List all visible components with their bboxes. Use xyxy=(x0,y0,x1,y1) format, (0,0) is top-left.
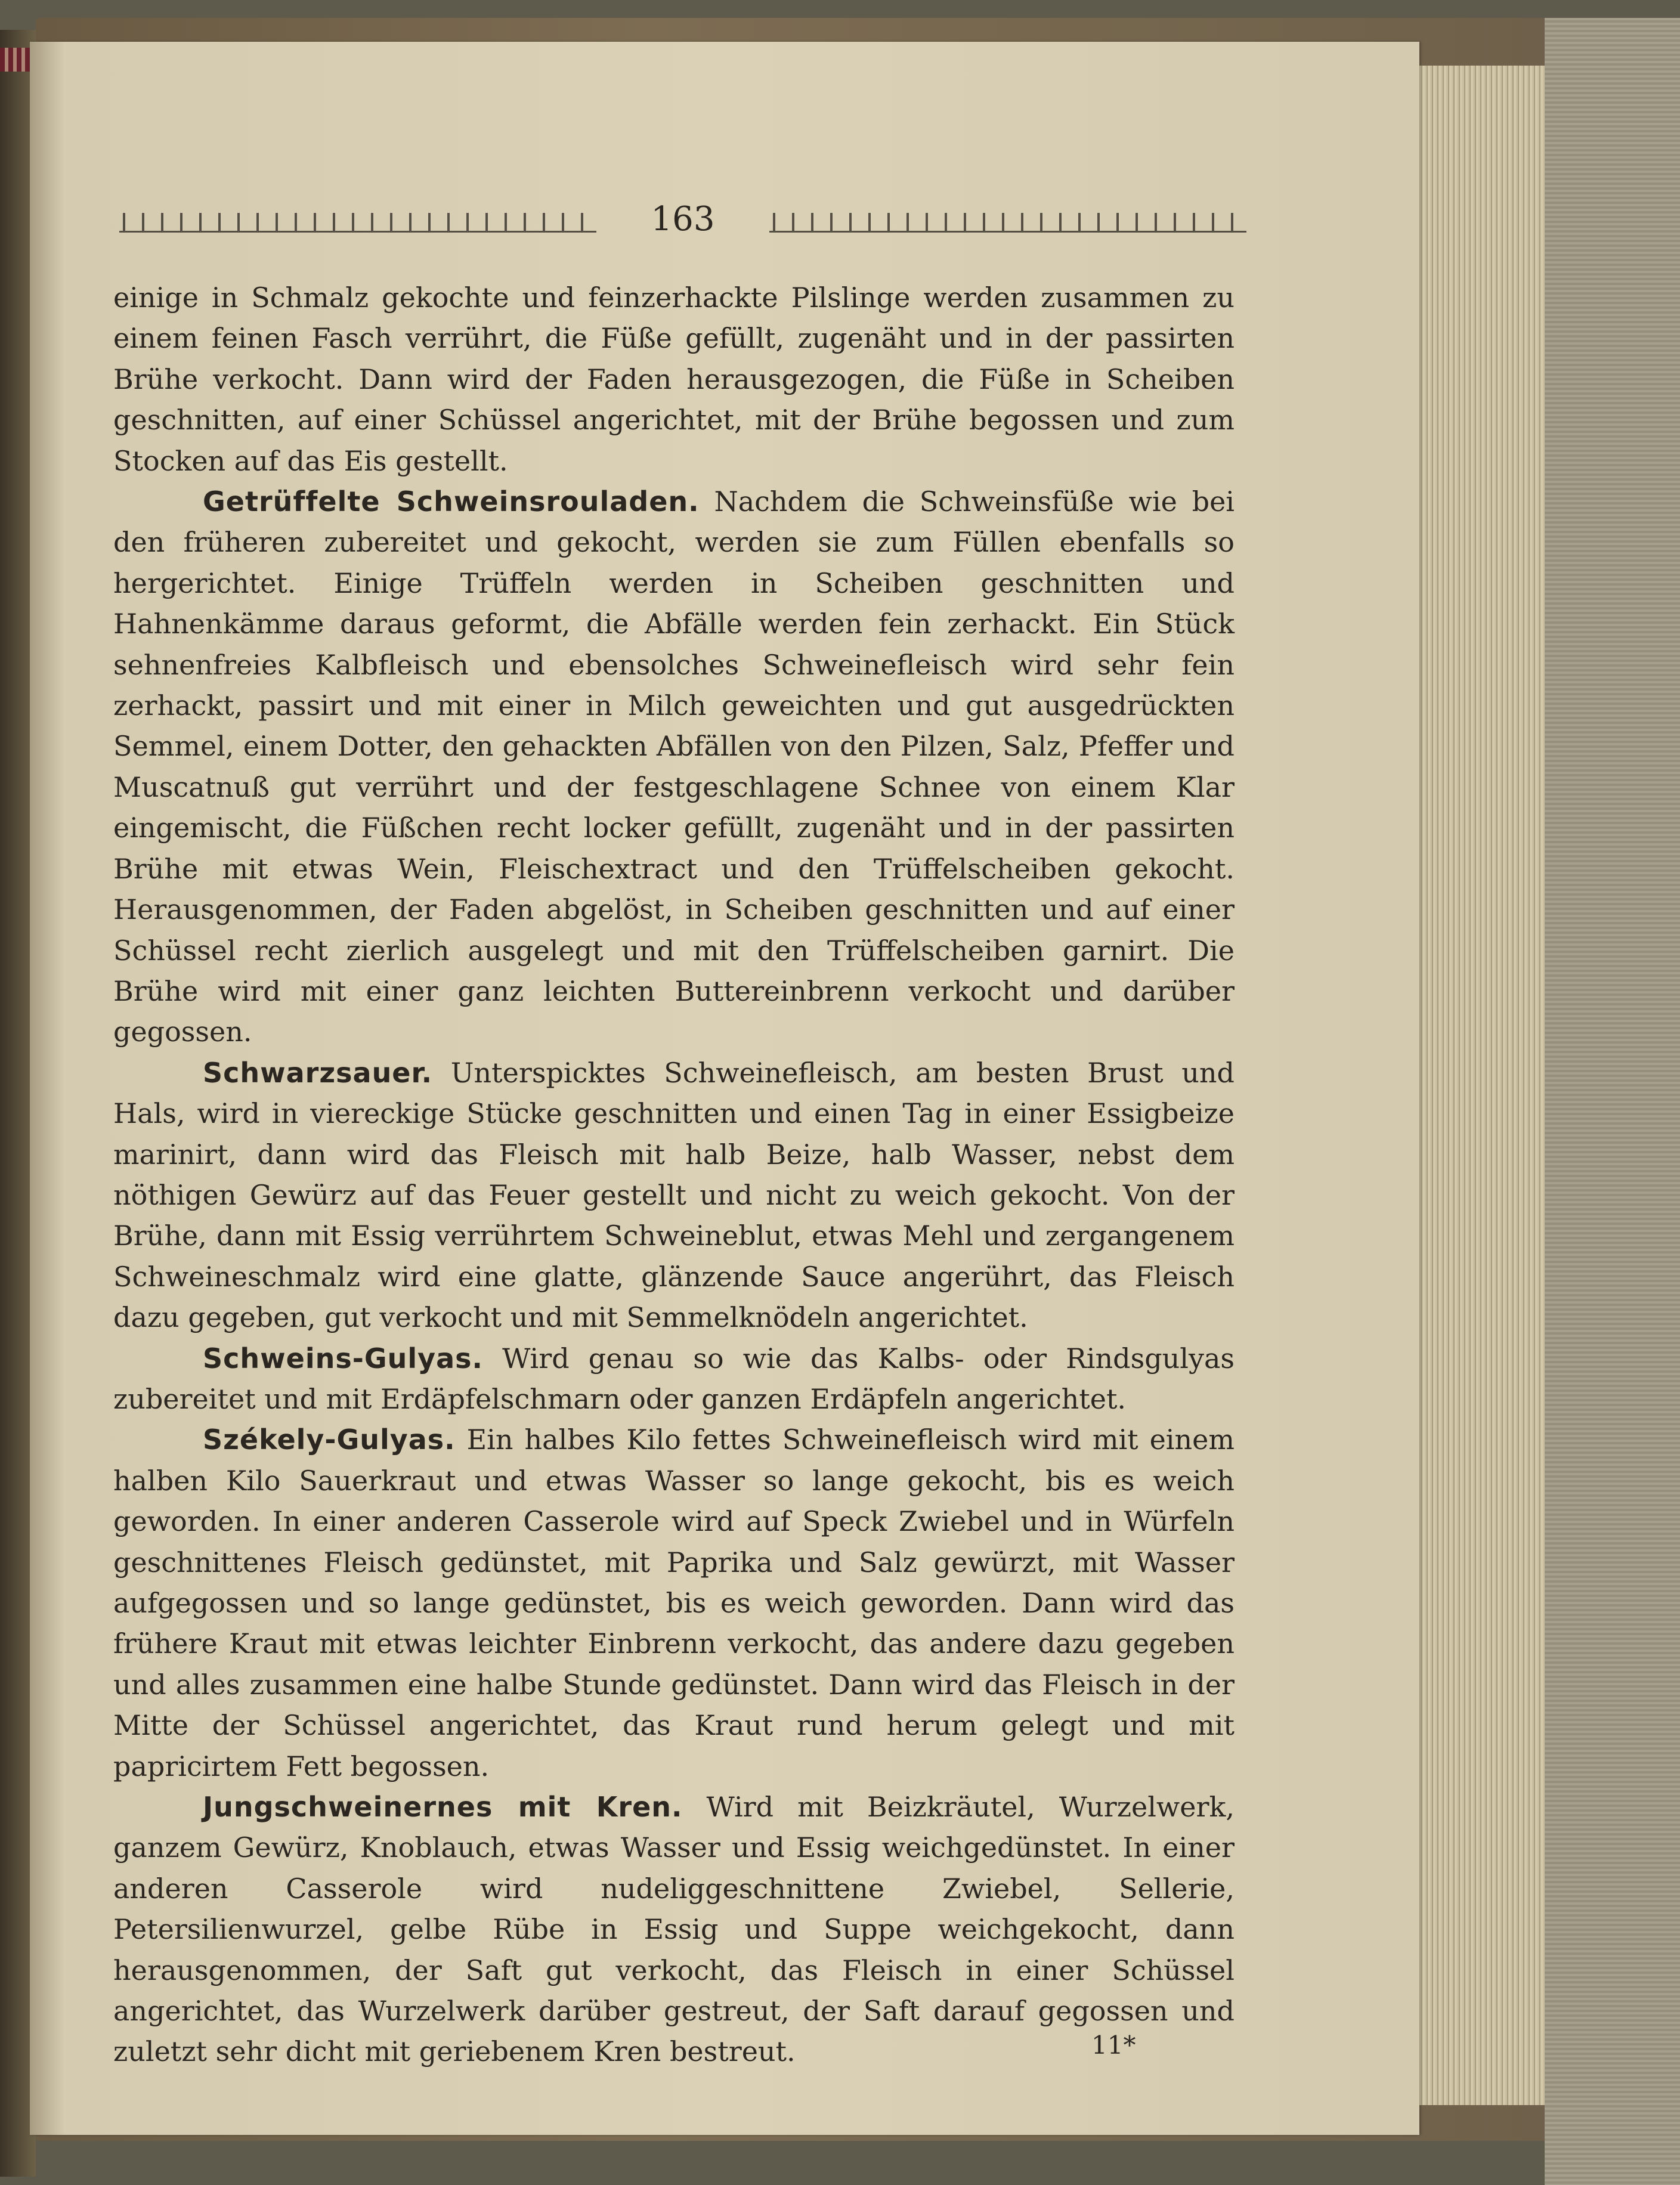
recipe-szekely-gulyas xyxy=(113,1419,1235,1787)
recipe-heading: Getrüffelte Schweinsrouladen. xyxy=(203,485,700,518)
recipe-schwarzsauer xyxy=(113,1053,1235,1338)
signature-mark: 11* xyxy=(1091,2031,1136,2060)
recipe-text: Wird mit Beizkräutel, Wurzelwerk, ganzem Gewürz, Knoblauch, etwas Wasser und Essig weichgedünstet. In einer anderen Casserole wird nudeliggeschnittene Zwiebel, Sellerie, Petersilienwurzel, gelbe Rübe in Essig und Suppe weichgekocht, dann herausgenommen, der Saft gut verkocht, das Fleisch in einer Schüssel angerichtet, das Wurzelwerk darüber gestreut, der Saft darauf gegossen und zuletzt sehr dicht mit geriebenem Kren bestreut. xyxy=(113,1791,1235,2068)
recipe-heading: Székely-Gulyas. xyxy=(203,1423,456,1456)
page-number: 163 xyxy=(651,200,715,239)
body-text xyxy=(113,277,1235,2072)
header-ornament-left xyxy=(119,213,596,233)
page-header xyxy=(119,200,1246,242)
recipe-text: Ein halbes Kilo fettes Schweinefleisch wird mit einem halben Kilo Sauerkraut und etwas Wasser so lange gekocht, bis es weich geworden. In einer anderen Casserole wird auf Speck Zwiebel und in Würfeln geschnittenes Fleisch gedünstet, mit Paprika und Salz gewürzt, mit Wasser aufgegossen und so lange gedünstet, bis es weich geworden. Dann wird das frühere Kraut mit etwas leichter Einbrenn verkocht, das andere dazu gegeben und alles zusammen eine halbe Stunde gedünstet. Dann wird das Fleisch in der Mitte der Schüssel angerichtet, das Kraut rund herum gelegt und mit papricirtem Fett begossen. xyxy=(113,1423,1235,1782)
recipe-text: Nachdem die Schweinsfüße wie bei den früheren zubereitet und gekocht, werden sie zum Füllen ebenfalls so hergerichtet. Einige Trüffeln werden in Scheiben geschnitten und Hahnenkämme daraus geformt, die Abfälle werden fein zerhackt. Ein Stück sehnenfreies Kalbfleisch und ebensolches Schweinefleisch wird sehr fein zerhackt, passirt und mit einer in Milch geweichten und gut ausgedrückten Semmel, einem Dotter, den gehackten Abfällen von den Pilzen, Salz, Pfeffer und Muscatnuß gut verrührt und der festgeschlagene Schnee von einem Klar eingemischt, die Füßchen recht locker gefüllt, zugenäht und in der passirten Brühe mit etwas Wein, Fleischextract und den Trüffelscheiben gekocht. Herausgenommen, der Faden abgelöst, in Scheiben geschnitten und auf einer Schüssel recht zierlich ausgelegt und mit den Trüffelscheiben garnirt. Die Brühe wird mit einer ganz leichten Buttereinbrenn verkocht und darüber gegossen. xyxy=(113,485,1235,1048)
recipe-text: Wird genau so wie das Kalbs- oder Rindsgulyas zubereitet und mit Erdäpfelschmarn oder ganzen Erdäpfeln angerichtet. xyxy=(113,1342,1235,1415)
recipe-jungschweinernes-mit-kren xyxy=(113,1787,1235,2072)
header-ornament-right xyxy=(769,213,1246,233)
recipe-getrueffelte-schweinsrouladen xyxy=(113,481,1235,1053)
recipe-text: Unterspicktes Schweinefleisch, am besten Brust und Hals, wird in viereckige Stücke geschnitten und einen Tag in einer Essigbeize marinirt, dann wird das Fleisch mit halb Beize, halb Wasser, nebst dem nöthigen Gewürz auf das Feuer gestellt und nicht zu weich gekocht. Von der Brühe, dann mit Essig verrührtem Schweineblut, etwas Mehl und zergangenem Schweineschmalz wird eine glatte, glänzende Sauce angerührt, das Fleisch dazu gegeben, gut verkocht und mit Semmelknödeln angerichtet. xyxy=(113,1056,1235,1334)
paragraph-continuation xyxy=(113,277,1235,481)
book-board-edge xyxy=(1545,18,1680,2185)
recipe-heading: Schweins-Gulyas. xyxy=(203,1342,483,1375)
paragraph-text: einige in Schmalz gekochte und feinzerhackte Pilslinge werden zusammen zu einem feinen Fasch verrührt, die Füße gefüllt, zugenäht und in der passirten Brühe verkocht. Dann wird der Faden herausgezogen, die Füße in Scheiben geschnitten, auf einer Schüssel angerichtet, mit der Brühe begossen und zum Stocken auf das Eis gestellt. xyxy=(113,281,1235,477)
recipe-heading: Schwarzsauer. xyxy=(203,1056,433,1089)
recipe-heading: Jungschweinernes mit Kren. xyxy=(203,1791,683,1824)
recipe-schweins-gulyas xyxy=(113,1338,1235,1420)
page-block-edges xyxy=(1419,66,1545,2105)
